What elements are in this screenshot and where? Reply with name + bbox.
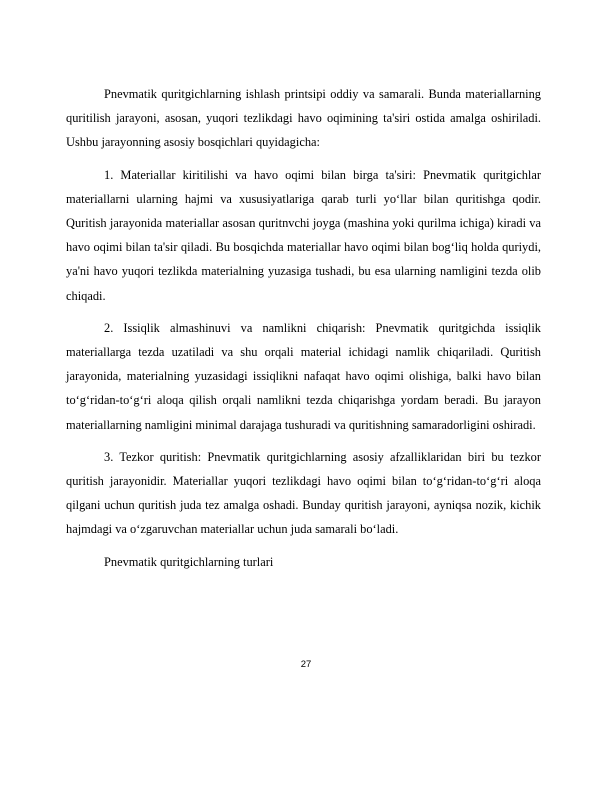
paragraph-intro: Pnevmatik quritgichlarning ishlash printsipi oddiy va samarali. Bunda materiallarning quritilish jarayoni, asosan, yuqori tezlikdagi havo oqimining ta'siri ostida amalga oshiriladi. Ushbu jarayonning asosiy bosqichlari quyidagicha:: [66, 87, 541, 150]
paragraph-step-3: 3. Tezkor quritish: Pnevmatik quritgichlarning asosiy afzalliklaridan biri bu tezkor quritish jarayonidir. Materiallar yuqori tezlikdagi havo oqimi bilan to‘g‘ridan-to‘g‘ri aloqa qilgani uchun quritish juda tez amalga oshadi. Bunday quritish jarayoni, ayniqsa nozik, kichik hajmdagi va o‘zgaruvchan materiallar uchun juda samarali bo‘ladi.: [66, 449, 541, 537]
paragraph-step-1: 1. Materiallar kiritilishi va havo oqimi bilan birga ta'siri: Pnevmatik quritgichlar materiallarni ularning hajmi va xususiyatlariga qarab turli yo‘llar bilan quritishga qodir. Quritish jarayonida materiallar asosan quritnvchi joyga (mashina yoki qurilma ichiga) kiradi va havo oqimi bilan ta'sir qiladi. Bu bosqichda materiallar havo oqimi bilan bog‘liq holda quriydi, ya'ni havo yuqori tezlikda materialning yuzasiga tushadi, bu esa ularning namligini tezda olib chiqadi.: [66, 167, 541, 303]
page-number: 27: [300, 659, 312, 670]
page-body: [66, 82, 541, 580]
section-heading: Pnevmatik quritgichlarning turlari: [104, 554, 274, 569]
paragraph-step-2: 2. Issiqlik almashinuvi va namlikni chiqarish: Pnevmatik quritgichda issiqlik materiallarga tezda uzatiladi va shu orqali material ichidagi namlik chiqariladi. Quritish jarayonida, materialning yuzasidagi issiqlikni nafaqat havo oqimi olishiga, balki havo bilan to‘g‘ridan-to‘g‘ri aloqa qilish orqali namlikni tezda chiqarishga yordam beradi. Bu jarayon materiallarning namligini minimal darajaga tushuradi va quritishning samaradorligini oshiradi.: [66, 320, 541, 432]
